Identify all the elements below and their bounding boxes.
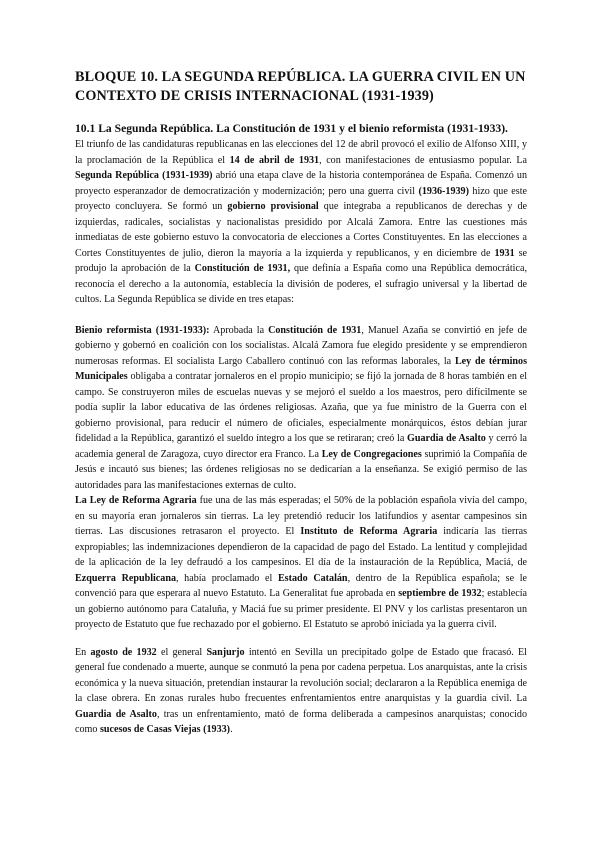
- para-reforma-agraria-run: Estado Catalán: [277, 572, 348, 584]
- para-sanjurjo-run: Sanjurjo: [206, 646, 245, 658]
- para-bienio-run: Guardia de Asalto: [407, 433, 486, 444]
- para-bienio-run: Aprobada la: [209, 324, 269, 336]
- para-reforma-agraria-run: fue una de las más esperadas; el 50% de la población española vivía del campo, en su mayoría eran jornaleros sin tierras. La ley pretendió reducir los latifundios y asentar campesinos sin tierras. Las discusiones retrasaron el proyecto. El: [75, 495, 527, 537]
- para-bienio-run: Bienio reformista (1931-1933):: [75, 324, 210, 336]
- para-intro-run: Constitución de 1931,: [194, 263, 291, 274]
- para-bienio-run: Constitución de 1931: [268, 324, 362, 336]
- para-reforma-agraria-run: Ezquerra Republicana: [75, 572, 176, 584]
- para-bienio-run: Ley de términos Municipales: [75, 355, 527, 382]
- para-intro-run: abrió una etapa clave de la historia contemporánea de España. Comenzó un proyecto esperanzador de democratización y modernización; pero una guerra civil: [75, 170, 527, 197]
- para-intro: [75, 137, 527, 308]
- para-bienio-run: obligaba a contratar jornaleros en el propio municipio; se fijó la jornada de 8 horas también en el campo. Se construyeron miles de escuelas nuevas y se mejoró el sueldo a los maestros, pero difícilmente se podía suplir la labor educativa de las órdenes religiosas. Azaña, que ya fue ministro de la Guerra con el gobierno provisional, para reducir el número de oficiales, especialmente monárquicos, éstos debían jurar fidelidad a la República, garantizó el sueldo íntegro a los que se retiraran; creó la: [75, 371, 527, 444]
- page-title: BLOQUE 10. LA SEGUNDA REPÚBLICA. LA GUERRA CIVIL EN UN CONTEXTO DE CRISIS INTERNACIONAL (1931-1939): [75, 69, 526, 104]
- para-bienio-run: Ley de Congregaciones: [321, 448, 422, 460]
- para-sanjurjo-run: .: [230, 724, 233, 735]
- para-sanjurjo-run: el general: [156, 646, 207, 658]
- para-intro-run: hizo que este proyecto concluyera. Se formó un: [75, 185, 527, 212]
- para-intro-run: gobierno provisional: [227, 201, 319, 212]
- para-intro-run: 14 de abril de 1931: [229, 154, 320, 166]
- para-bienio-run: suprimió la Compañía de Jesús e incautó sus bienes; las órdenes religiosas no se dedicarían a la enseñanza. Se exigió permiso de las autoridades para las manifestaciones externas de culto.: [75, 448, 527, 491]
- para-sanjurjo: [75, 645, 527, 738]
- para-intro-run: El triunfo de las candidaturas republicanas en las elecciones del 12 de abril provocó el exilio de Alfonso XIII, y la proclamación de la República el: [75, 139, 527, 166]
- para-intro-run: se produjo la aprobación de la: [75, 247, 527, 274]
- para-reforma-agraria-run: La Ley de Reforma Agraria: [75, 495, 197, 506]
- document-body: [75, 68, 527, 738]
- para-sanjurjo-run: En: [75, 646, 91, 658]
- para-sanjurjo-run: , tras un enfrentamiento, mató de forma deliberada a campesinos anarquistas; conocido como: [75, 708, 527, 735]
- para-reforma-agraria-run: ; establecía un gobierno autónomo para Cataluña, y Maciá fue su primer presidente. El PNV y los carlistas presentaron un proyecto de Estatuto que fue rechazado por el gobierno. El Estatuto se aprobó iniciada ya la guerra civil.: [75, 588, 527, 630]
- para-bienio-run: y cerró la academia general de Zaragoza, cuyo director era Franco. La: [75, 433, 527, 460]
- para-reforma-agraria-run: Instituto de Reforma Agraria: [300, 526, 438, 537]
- para-sanjurjo-run: Guardia de Asalto: [75, 708, 157, 720]
- para-intro-run: Segunda República (1931-1939): [75, 170, 213, 181]
- para-intro-run: 1931: [494, 247, 515, 259]
- para-bienio-run: , Manuel Azaña se convirtió en jefe de gobierno y gobernó en coalición con los socialistas. Alcalá Zamora fue elegido presidente y se emprendieron numerosas reformas. El socialista Largo Caballero continuó con las reformas laborales, la: [75, 324, 527, 367]
- para-reforma-agraria: [75, 493, 527, 633]
- para-sanjurjo-run: sucesos de Casas Viejas (1933): [99, 724, 231, 735]
- para-bienio: [75, 323, 527, 494]
- para-intro-run: (1936-1939): [418, 185, 469, 197]
- para-reforma-agraria-run: indicaría las tierras expropiables; las indemnizaciones dependieron de la capacidad de pago del Estado. La lentitud y complejidad de la aplicación de la ley defraudó a los campesinos. El día de la instauración de la República, Maciá, de: [75, 526, 528, 568]
- section-heading: 10.1 La Segunda República. La Constitución de 1931 y el bienio reformista (1931-1933).: [75, 122, 508, 135]
- para-sanjurjo-run: intentó en Sevilla un precipitado golpe de Estado que fracasó. El general fue condenado a muerte, aunque se conmutó la pena por cadena perpetua. Los anarquistas, ante la crisis económica y la nueva situación, pretendían instaurar la revolución social; declararon a la República enemiga de la clase obrera. En zonas rurales hubo frecuentes enfrentamientos entre anarquistas y la guardia civil. La: [75, 646, 527, 704]
- para-intro-run: que integraba a republicanos de derechas y de izquierdas, radicales, socialistas y nacionalistas presidido por Alcalá Zamora. Entre las cuestiones más inmediatas de este gobierno estuvo la convocatoria de elecciones a Cortes Constituyentes. En las elecciones a Cortes Constituyentes de julio, dieron la mayoría a la izquierda y republicanos, y en diciembre de: [75, 201, 527, 259]
- para-reforma-agraria-run: septiembre de 1932: [398, 588, 482, 599]
- para-intro-run: , con manifestaciones de entusiasmo popular. La: [319, 154, 528, 166]
- para-sanjurjo-run: agosto de 1932: [90, 646, 157, 658]
- para-intro-run: que definía a España como una República democrática, reconocía el derecho a la autonomía, establecía la división de poderes, el sufragio universal y la libertad de cultos. La Segunda República se divide en tres etapas:: [75, 263, 527, 305]
- para-reforma-agraria-run: , dentro de la República española; se le convenció para que esperara al nuevo Estatuto. La Generalitat fue aprobada en: [75, 572, 528, 599]
- para-reforma-agraria-run: , había proclamado el: [176, 572, 278, 584]
